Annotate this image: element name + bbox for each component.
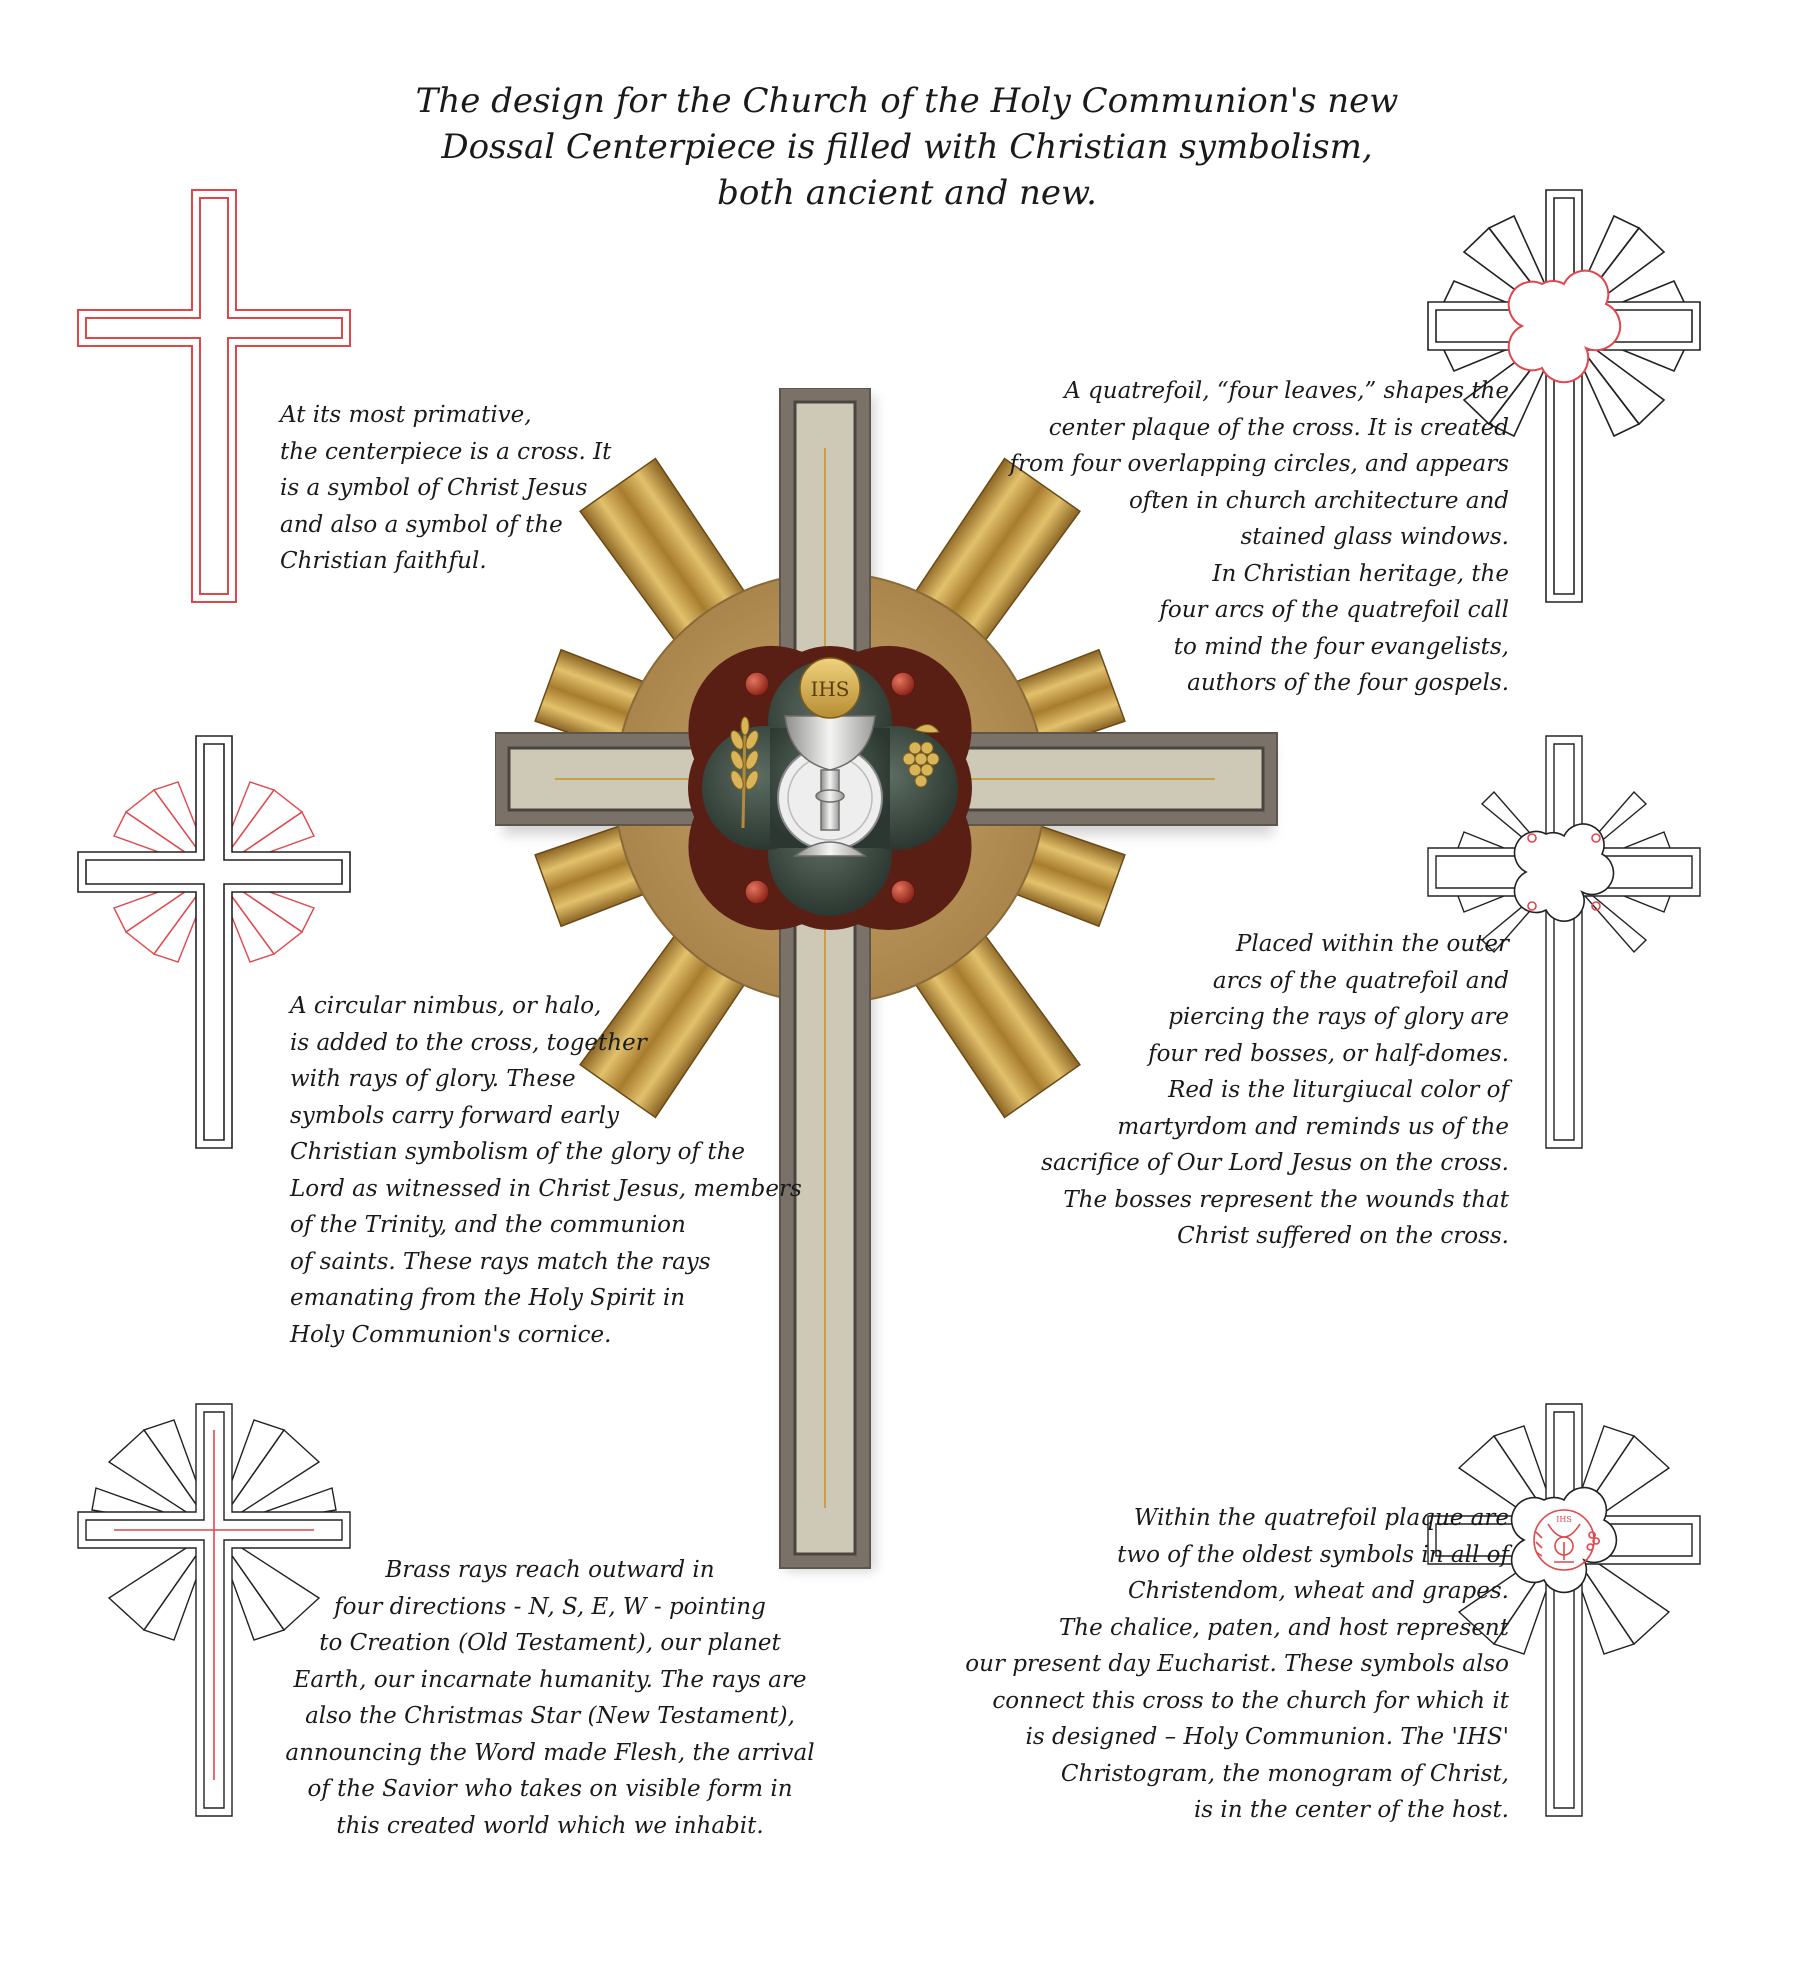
caption-line: center plaque of the cross. It is created	[1048, 414, 1509, 441]
caption-line: Within the quatrefoil plaque are	[1133, 1505, 1509, 1531]
caption-cross	[280, 397, 611, 580]
caption-line: two of the oldest symbols in all of	[1117, 1541, 1509, 1568]
caption-line: Earth, our incarnate humanity. The rays are	[293, 1666, 807, 1693]
caption-line: of the Savior who takes on visible form in	[307, 1776, 793, 1802]
title-line: Dossal Centerpiece is filled with Christian symbolism,	[441, 127, 1373, 167]
caption-line: arcs of the quatrefoil and	[1212, 967, 1509, 994]
caption-line: A circular nimbus, or halo,	[290, 993, 602, 1019]
caption-line: to Creation (Old Testament), our planet	[319, 1630, 781, 1656]
caption-line: A quatrefoil, “four leaves,” shapes the	[1064, 378, 1509, 404]
caption-line: piercing the rays of glory are	[1168, 1004, 1509, 1030]
caption-line: authors of the four gospels.	[1187, 670, 1509, 696]
caption-bosses	[1041, 926, 1509, 1255]
caption-line: of the Trinity, and the communion	[290, 1212, 686, 1238]
caption-quatrefoil	[1010, 373, 1509, 702]
caption-line: Holy Communion's cornice.	[290, 1321, 612, 1348]
caption-line: the centerpiece is a cross. It	[280, 438, 612, 465]
caption-line: In Christian heritage, the	[1212, 560, 1509, 587]
caption-line: Christogram, the monogram of Christ,	[1060, 1760, 1509, 1787]
caption-line: sacrifice of Our Lord Jesus on the cross.	[1041, 1150, 1509, 1176]
caption-line: is designed – Holy Communion. The 'IHS'	[1025, 1724, 1509, 1750]
caption-line: Christian faithful.	[280, 548, 487, 574]
christogram-text: IHS	[810, 677, 850, 701]
caption-line: from four overlapping circles, and appears	[1009, 451, 1509, 477]
caption-rays	[285, 1552, 815, 1844]
caption-line: The chalice, paten, and host represent	[1058, 1614, 1509, 1641]
caption-line: four arcs of the quatrefoil call	[1159, 597, 1509, 623]
caption-line: also the Christmas Star (New Testament),	[305, 1703, 795, 1729]
caption-line: At its most primative,	[280, 402, 532, 428]
caption-line: martyrdom and reminds us of the	[1117, 1113, 1509, 1140]
caption-line: four directions - N, S, E, W - pointing	[334, 1593, 766, 1620]
caption-line: stained glass windows.	[1240, 524, 1509, 550]
caption-line: The bosses represent the wounds that	[1063, 1186, 1509, 1213]
caption-line: emanating from the Holy Spirit in	[290, 1285, 686, 1311]
caption-line: is a symbol of Christ Jesus	[280, 475, 588, 501]
title-line: The design for the Church of the Holy Communion's new	[415, 81, 1399, 121]
caption-line: this created world which we inhabit.	[336, 1812, 764, 1839]
caption-line: four red bosses, or half-domes.	[1148, 1040, 1509, 1067]
caption-line: Lord as witnessed in Christ Jesus, members	[290, 1175, 802, 1202]
mini-christogram: IHS	[1556, 1515, 1572, 1524]
caption-line: Brass rays reach outward in	[385, 1557, 715, 1583]
caption-line: is added to the cross, together	[290, 1029, 647, 1056]
title-line: both ancient and new.	[717, 173, 1097, 213]
caption-line: of saints. These rays match the rays	[290, 1248, 711, 1275]
caption-line: to mind the four evangelists,	[1173, 633, 1509, 660]
caption-line: Christian symbolism of the glory of the	[290, 1139, 746, 1165]
caption-line: often in church architecture and	[1128, 487, 1509, 514]
caption-plaque	[965, 1500, 1509, 1829]
caption-line: announcing the Word made Flesh, the arrival	[285, 1739, 815, 1766]
caption-line: with rays of glory. These	[290, 1066, 576, 1092]
caption-line: Red is the liturgiucal color of	[1168, 1077, 1509, 1103]
host	[800, 658, 860, 718]
caption-line: Christ suffered on the cross.	[1177, 1223, 1509, 1249]
caption-line: Placed within the outer	[1235, 931, 1509, 957]
caption-line: symbols carry forward early	[290, 1102, 619, 1129]
caption-line: Christendom, wheat and grapes.	[1127, 1578, 1509, 1604]
caption-line: our present day Eucharist. These symbols also	[965, 1651, 1509, 1677]
caption-line: and also a symbol of the	[280, 511, 563, 538]
caption-line: connect this cross to the church for which it	[992, 1687, 1509, 1714]
caption-line: is in the center of the host.	[1193, 1797, 1509, 1823]
caption-nimbus	[290, 988, 802, 1353]
